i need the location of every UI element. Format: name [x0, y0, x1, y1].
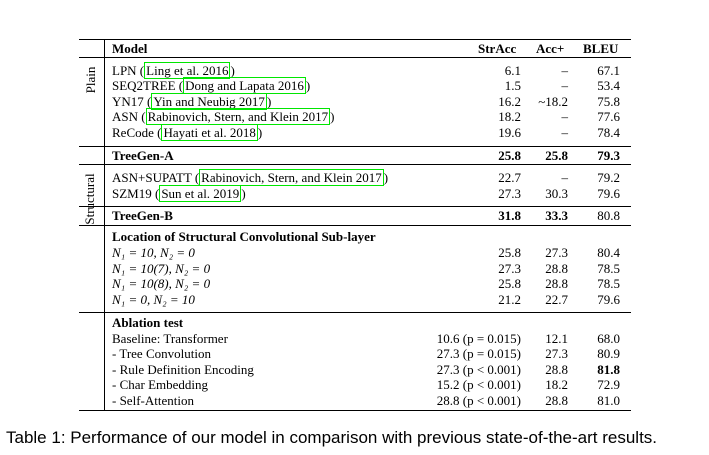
- location-config: N₁ = 10(8), N₂ = 0: [112, 276, 211, 291]
- stracc-cell: 18.2: [498, 109, 521, 124]
- paren: ): [330, 109, 335, 124]
- accplus-cell: –: [561, 63, 568, 78]
- stracc-cell: 27.3 (p < 0.001): [436, 362, 521, 377]
- stracc-cell: 27.3: [498, 186, 521, 201]
- top-rule: [79, 39, 631, 40]
- citation-link[interactable]: Rabinovich, Stern, and Klein 2017: [147, 109, 329, 124]
- table-row: [112, 78, 310, 94]
- stracc-cell: 16.2: [498, 94, 521, 109]
- bleu-cell: 78.5: [597, 276, 620, 291]
- citation-link[interactable]: Dong and Lapata 2016: [185, 78, 304, 93]
- treegen-a-end-rule: [79, 164, 631, 165]
- location-config: N₁ = 10(7), N₂ = 0: [112, 261, 211, 276]
- citation-link[interactable]: Sun et al. 2019: [161, 186, 240, 201]
- stracc-cell: 15.2 (p < 0.001): [436, 377, 521, 392]
- bleu-cell: 68.0: [597, 331, 620, 346]
- paren: ): [230, 63, 235, 78]
- citation-link[interactable]: Ling et al. 2016: [146, 63, 229, 78]
- structural-end-rule: [79, 206, 631, 207]
- bleu-cell: 67.1: [597, 63, 620, 78]
- stracc-cell: 25.8: [498, 276, 521, 291]
- bleu-cell: 78.4: [597, 125, 620, 140]
- stracc-cell: 27.3 (p = 0.015): [436, 346, 521, 361]
- treegen-a-stracc: 25.8: [498, 148, 521, 163]
- accplus-cell: 22.7: [545, 292, 568, 307]
- ablation-name: - Char Embedding: [112, 377, 209, 392]
- table-caption: Table 1: Performance of our model in comparison with previous state-of-the-art results.: [6, 428, 658, 447]
- paren: ): [241, 186, 246, 201]
- bleu-cell: 80.4: [597, 245, 620, 260]
- stracc-cell: 6.1: [504, 63, 521, 78]
- treegen-b-name: TreeGen-B: [112, 208, 173, 223]
- stracc-cell: 28.8 (p < 0.001): [436, 393, 521, 408]
- bleu-cell: 79.6: [597, 292, 620, 307]
- accplus-cell: –: [561, 78, 568, 93]
- location-config: N₁ = 10, N₂ = 0: [112, 245, 195, 260]
- treegen-b-accplus: 33.3: [545, 208, 568, 223]
- header-bleu: BLEU: [583, 41, 619, 56]
- header-accplus: Acc+: [536, 41, 565, 56]
- model-name: SZM19 (: [112, 186, 160, 201]
- bleu-cell: 53.4: [597, 78, 620, 93]
- header-stracc: StrAcc: [478, 41, 517, 56]
- bleu-cell: 77.6: [597, 109, 620, 124]
- accplus-cell: 30.3: [545, 186, 568, 201]
- stracc-cell: 21.2: [498, 292, 521, 307]
- accplus-cell: –: [561, 125, 568, 140]
- table-row: [112, 186, 246, 202]
- accplus-cell: 12.1: [545, 331, 568, 346]
- model-name: SEQ2TREE (: [112, 78, 184, 93]
- stracc-cell: 22.7: [498, 170, 521, 185]
- accplus-cell: –: [561, 170, 568, 185]
- bleu-cell: 72.9: [597, 377, 620, 392]
- ablation-name: - Rule Definition Encoding: [112, 362, 254, 377]
- accplus-cell: 28.8: [545, 276, 568, 291]
- accplus-cell: 27.3: [545, 245, 568, 260]
- bleu-cell: 81.8: [597, 362, 620, 377]
- model-name: YN17 (: [112, 94, 152, 109]
- citation-link[interactable]: Rabinovich, Stern, and Klein 2017: [201, 170, 382, 185]
- ablation-name: Baseline: Transformer: [112, 331, 228, 346]
- model-name: ASN (: [112, 109, 146, 124]
- accplus-cell: 28.8: [545, 362, 568, 377]
- header-rule: [79, 57, 631, 58]
- bleu-cell: 80.9: [597, 346, 620, 361]
- ablation-name: - Tree Convolution: [112, 346, 211, 361]
- bleu-cell: 79.6: [597, 186, 620, 201]
- accplus-cell: 27.3: [545, 346, 568, 361]
- model-name: ReCode (: [112, 125, 162, 140]
- stracc-cell: 19.6: [498, 125, 521, 140]
- header-model: Model: [112, 41, 148, 56]
- vertical-rule: [104, 39, 105, 410]
- treegen-b-stracc: 31.8: [498, 208, 521, 223]
- stracc-cell: 1.5: [504, 78, 521, 93]
- model-name: ASN+SUPATT (: [112, 170, 200, 185]
- location-title: Location of Structural Convolutional Sub-layer: [112, 229, 376, 244]
- paren: ): [266, 94, 272, 109]
- citation-link[interactable]: Yin and Neubig 2017: [153, 94, 265, 109]
- bleu-cell: 75.8: [597, 94, 620, 109]
- treegen-b-end-rule: [79, 225, 631, 226]
- accplus-cell: 18.2: [545, 377, 568, 392]
- bleu-cell: 78.5: [597, 261, 620, 276]
- stracc-cell: 25.8: [498, 245, 521, 260]
- bleu-cell: 81.0: [597, 393, 620, 408]
- accplus-cell: ~18.2: [538, 94, 568, 109]
- accplus-cell: 28.8: [545, 261, 568, 276]
- ablation-name: - Self-Attention: [112, 393, 194, 408]
- bottom-rule: [79, 410, 631, 411]
- treegen-a-name: TreeGen-A: [112, 148, 174, 163]
- treegen-a-bleu: 79.3: [597, 148, 620, 163]
- section-label-plain: Plain: [83, 66, 98, 94]
- citation-link[interactable]: Hayati et al. 2018: [163, 125, 256, 140]
- location-config: N₁ = 0, N₂ = 10: [112, 292, 195, 307]
- table-row: [112, 170, 388, 186]
- table-row: [112, 109, 334, 125]
- plain-end-rule: [79, 146, 631, 147]
- treegen-b-bleu: 80.8: [597, 208, 620, 223]
- ablation-title: Ablation test: [112, 315, 184, 330]
- accplus-cell: 28.8: [545, 393, 568, 408]
- model-name: LPN (: [112, 63, 145, 78]
- location-end-rule: [79, 312, 631, 313]
- paren: ): [305, 78, 311, 93]
- section-label-structural: Structural: [82, 173, 97, 225]
- accplus-cell: –: [561, 109, 568, 124]
- bleu-cell: 79.2: [597, 170, 620, 185]
- paren: ): [257, 125, 263, 140]
- paren: ): [383, 170, 389, 185]
- stracc-cell: 27.3: [498, 261, 521, 276]
- treegen-a-accplus: 25.8: [545, 148, 568, 163]
- stracc-cell: 10.6 (p = 0.015): [436, 331, 521, 346]
- table-row: [112, 125, 262, 141]
